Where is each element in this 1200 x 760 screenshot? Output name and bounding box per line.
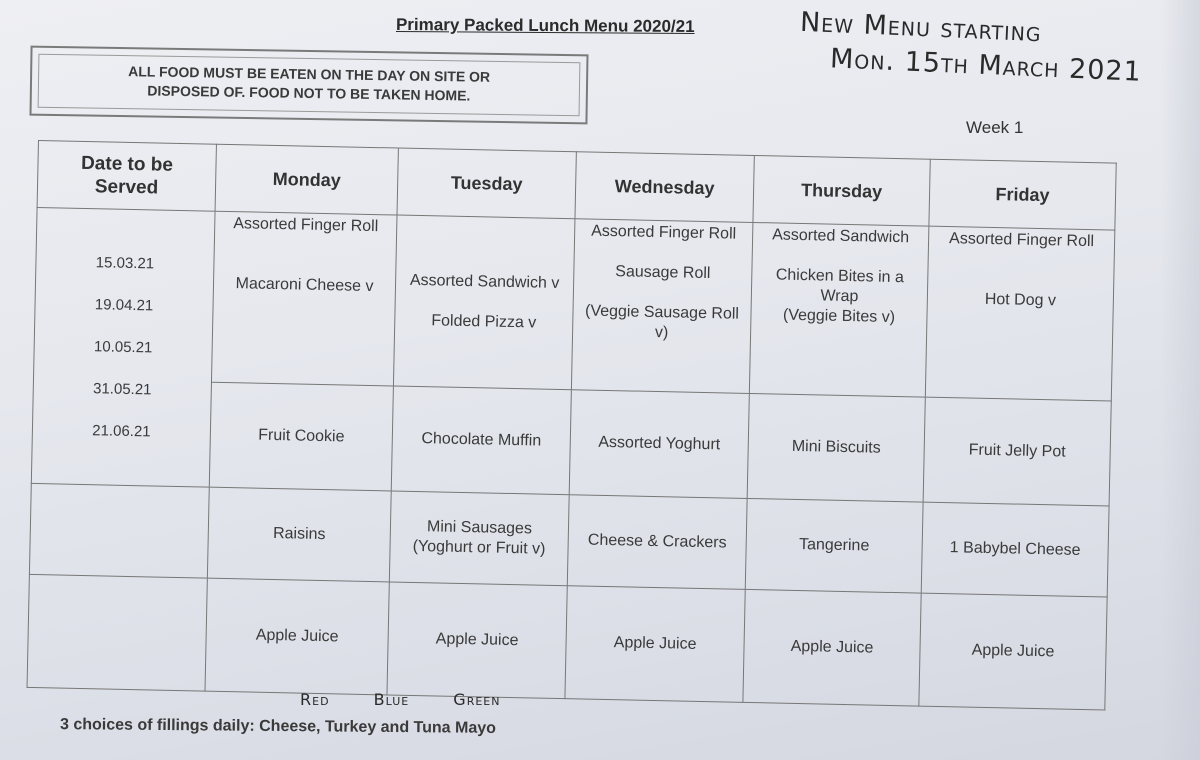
main-cell-monday <box>211 211 397 386</box>
day-header-thursday: Thursday <box>753 156 930 227</box>
drink-cell: Apple Juice <box>743 589 921 706</box>
notice-box-inner <box>38 54 581 117</box>
main-middle-wednesday: Sausage Roll <box>615 263 711 283</box>
handwritten-filling-colors <box>300 690 538 709</box>
drink-cell: Apple Juice <box>919 593 1107 710</box>
day-header-friday: Friday <box>929 159 1116 230</box>
main-bottom-thursday: (Veggie Bites v) <box>782 306 896 326</box>
snack-cell: Cheese & Crackers <box>567 495 747 590</box>
table-row-drinks <box>27 574 1107 710</box>
snack-cell: Raisins <box>207 487 391 582</box>
menu-table-wrapper <box>27 140 1117 710</box>
main-top-thursday: Assorted Sandwich <box>772 226 910 247</box>
snack-cell: Tangerine <box>745 498 923 593</box>
main-top-monday: Assorted Finger Roll <box>233 215 379 236</box>
handwritten-note-line-2: Mon. 15th March 2021 <box>829 43 1143 88</box>
main-cell-thursday <box>749 222 929 397</box>
handwritten-color-green: Green <box>453 690 501 709</box>
handwritten-color-red: Red <box>300 690 330 709</box>
serve-date: 21.06.21 <box>92 421 151 440</box>
serve-date: 15.03.21 <box>95 253 155 272</box>
snack-cell: Mini Sausages (Yoghurt or Fruit v) <box>389 491 569 586</box>
drink-cell: Apple Juice <box>205 578 389 695</box>
dessert-cell: Assorted Yoghurt <box>569 390 749 499</box>
dessert-cell: Fruit Cookie <box>209 382 393 491</box>
empty-date-cell <box>27 574 207 691</box>
notice-box <box>29 46 588 125</box>
main-top-tuesday: Assorted Sandwich v <box>409 271 560 292</box>
drink-cell: Apple Juice <box>565 586 745 703</box>
drink-cell: Apple Juice <box>387 582 567 699</box>
main-cell-tuesday <box>393 215 575 390</box>
notice-line-2: DISPOSED OF. FOOD NOT TO BE TAKEN HOME. <box>147 82 471 104</box>
date-header-line-2: Served <box>94 176 159 199</box>
serve-date: 10.05.21 <box>93 337 153 356</box>
date-column-header <box>37 141 216 212</box>
page-title: Primary Packed Lunch Menu 2020/21 <box>395 14 695 37</box>
serve-date: 19.04.21 <box>94 295 154 314</box>
table-row-mains <box>34 207 1115 401</box>
main-middle-thursday: Chicken Bites in a Wrap <box>775 266 905 306</box>
day-header-wednesday: Wednesday <box>575 152 754 223</box>
main-cell-wednesday <box>571 219 753 394</box>
empty-date-cell <box>29 483 209 578</box>
date-header-line-1: Date to be <box>80 152 174 176</box>
snack-cell: 1 Babybel Cheese <box>921 502 1109 597</box>
serve-date: 31.05.21 <box>92 379 152 398</box>
handwritten-note-line-1: New Menu starting <box>799 6 1043 49</box>
main-bottom-tuesday: Folded Pizza v <box>431 312 537 332</box>
dessert-cell: Mini Biscuits <box>747 393 925 502</box>
dessert-cell: Fruit Jelly Pot <box>923 397 1111 506</box>
fillings-footer-note: 3 choices of fillings daily: Cheese, Turkey and Tuna Mayo <box>59 716 497 737</box>
day-header-tuesday: Tuesday <box>397 148 576 219</box>
notice-line-1: ALL FOOD MUST BE EATEN ON THE DAY ON SITE OR <box>128 63 491 85</box>
menu-table <box>27 140 1117 710</box>
main-top-friday: Assorted Finger Roll <box>948 230 1095 251</box>
week-label: Week 1 <box>966 118 1024 137</box>
handwritten-color-blue: Blue <box>373 690 410 709</box>
main-top-wednesday: Assorted Finger Roll <box>591 222 737 243</box>
main-bottom-wednesday: (Veggie Sausage Roll v) <box>584 302 740 342</box>
dates-cell <box>31 207 215 487</box>
main-cell-friday <box>925 226 1115 401</box>
day-header-monday: Monday <box>215 144 398 215</box>
dessert-cell: Chocolate Muffin <box>391 386 571 495</box>
main-bottom-monday: Macaroni Cheese v <box>235 275 374 296</box>
main-bottom-friday: Hot Dog v <box>984 290 1057 310</box>
